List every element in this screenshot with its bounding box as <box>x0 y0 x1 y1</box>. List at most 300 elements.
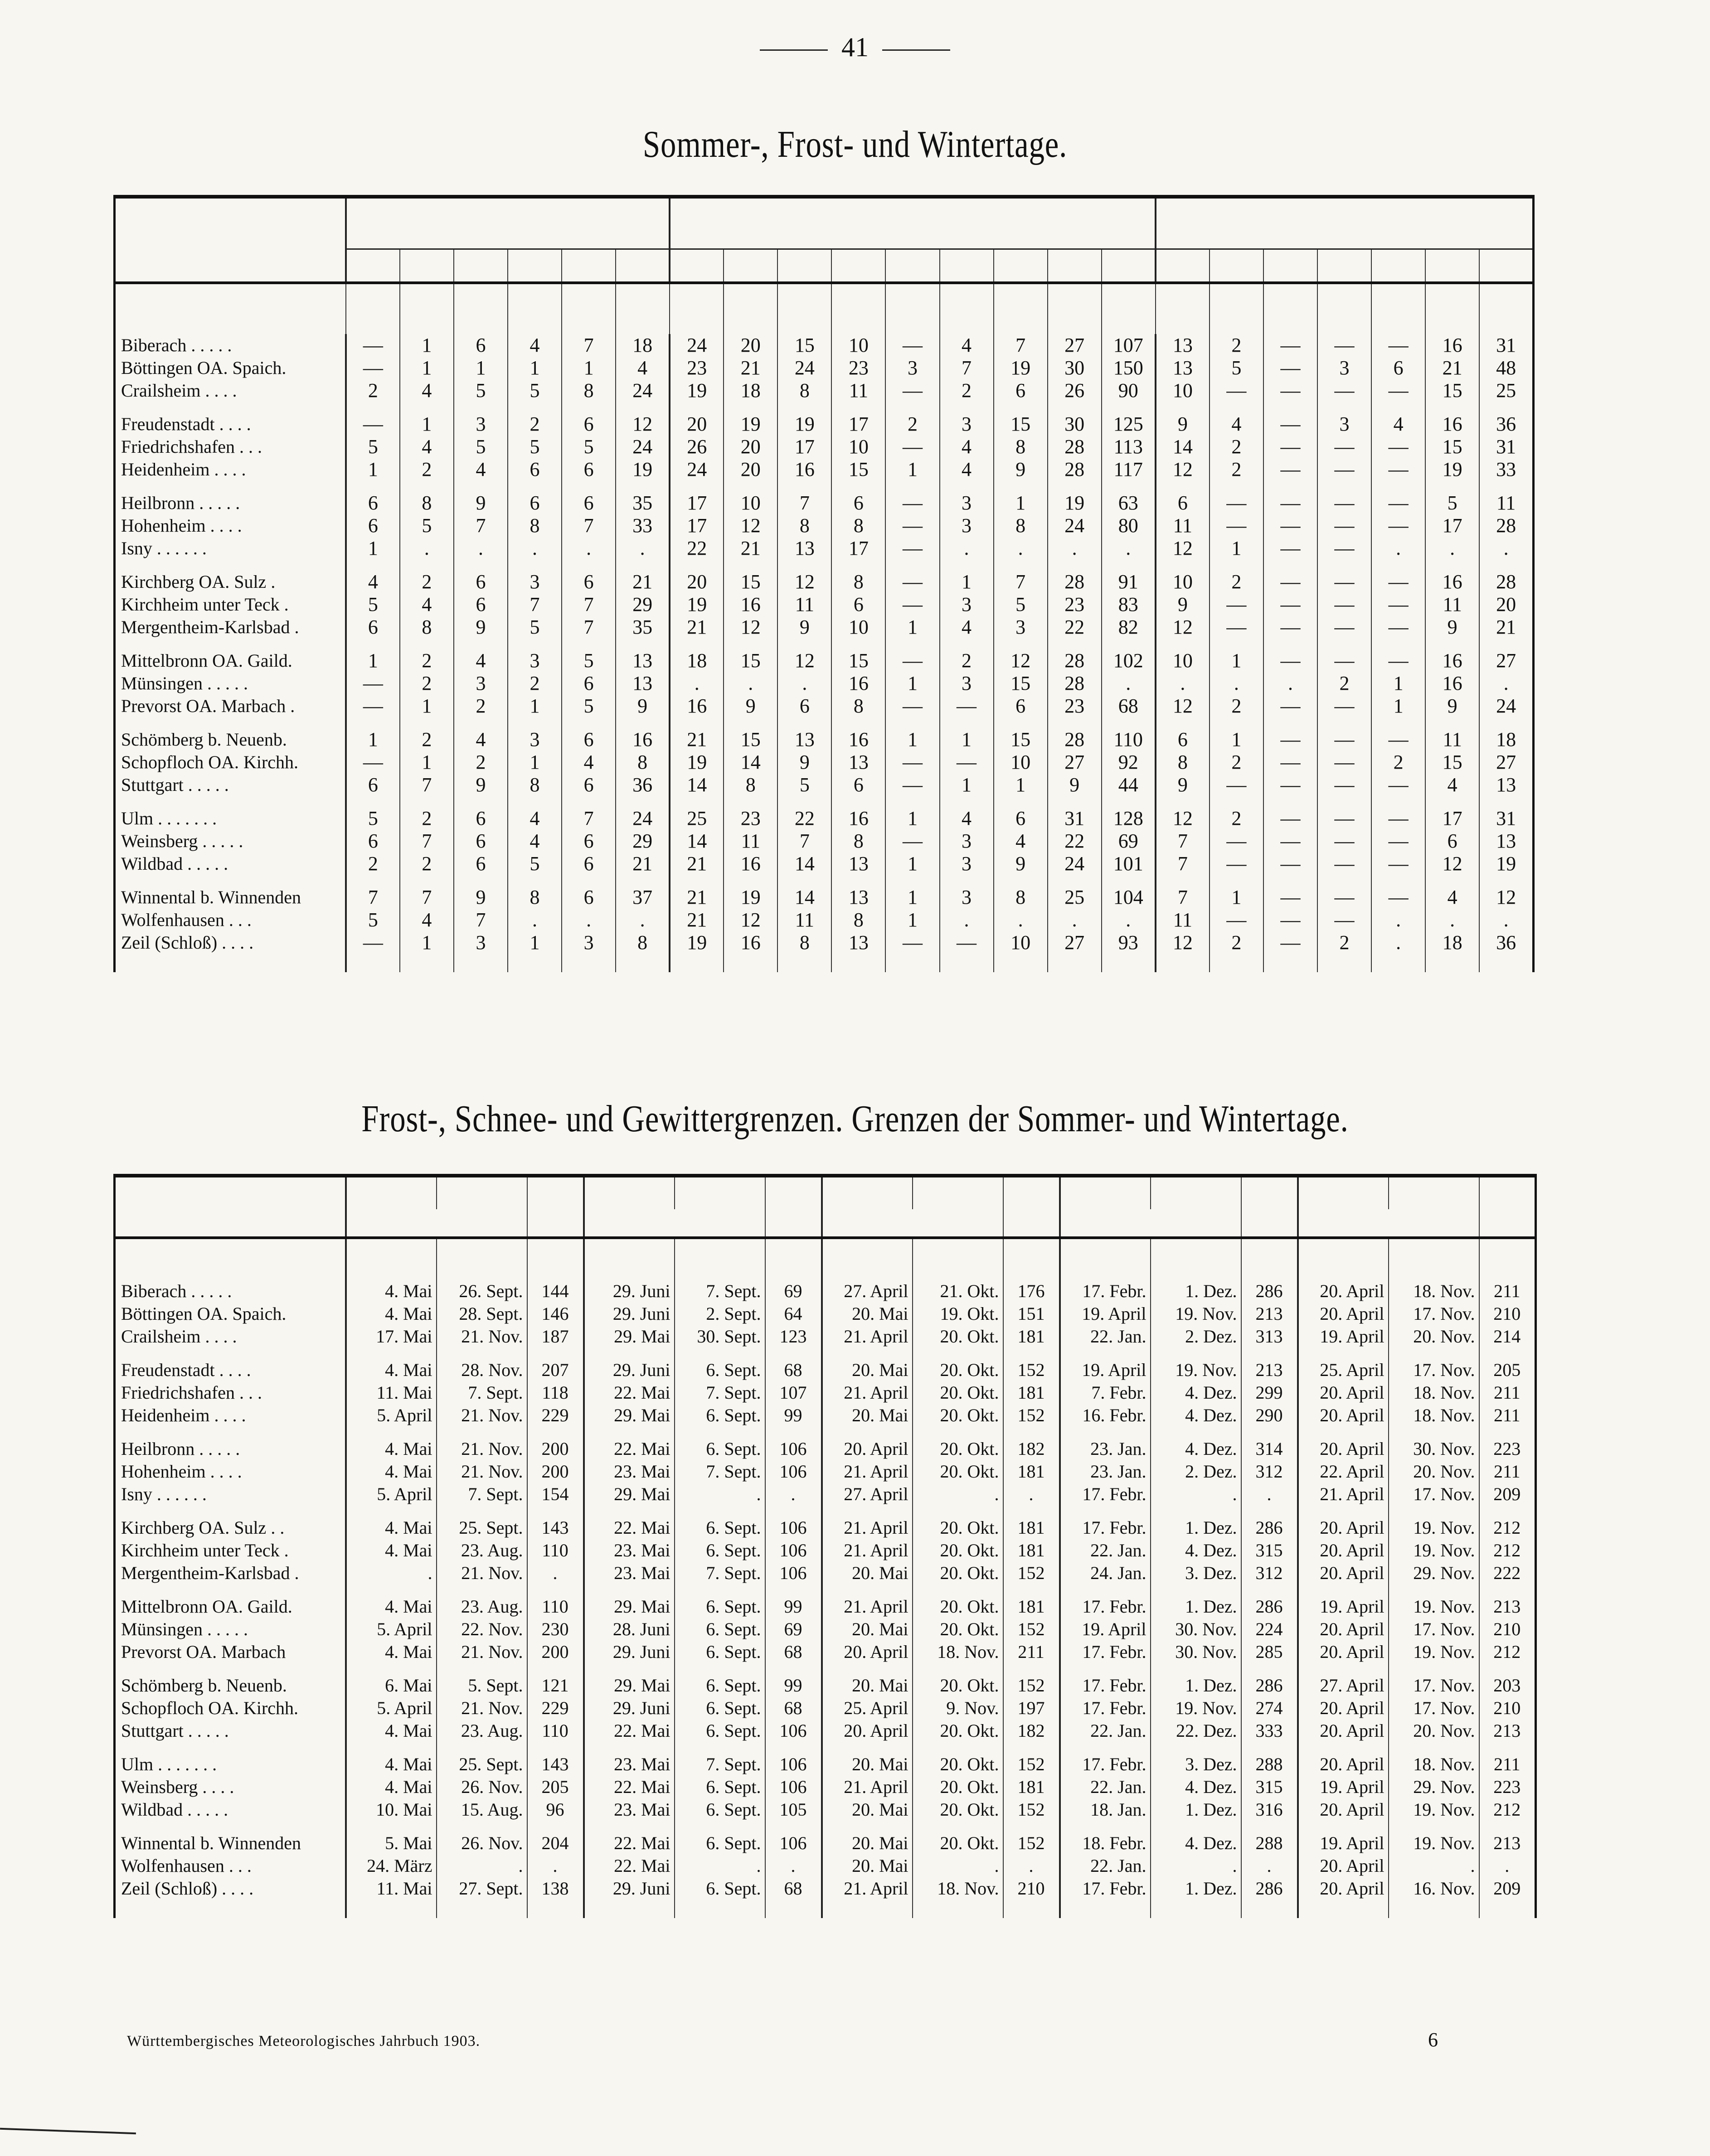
value-cell: 11 <box>1156 909 1210 931</box>
value-cell: 8 <box>831 830 885 853</box>
value-cell: — <box>1371 728 1425 751</box>
station-name: Prevorst OA. Marbach . <box>115 695 346 717</box>
value-cell: 205 <box>527 1776 584 1798</box>
value-cell: 19. Nov. <box>1151 1697 1241 1720</box>
station-name: Heidenheim . . . . <box>115 1404 346 1427</box>
value-cell: 17 <box>777 436 831 458</box>
value-cell: 229 <box>527 1404 584 1427</box>
value-cell: 5. April <box>346 1618 437 1641</box>
value-cell: 143 <box>527 1753 584 1776</box>
value-cell: 286 <box>1241 1877 1298 1900</box>
value-cell: 17. Nov. <box>1389 1697 1479 1720</box>
page-number: 41 <box>0 32 1710 63</box>
value-cell: 24 <box>1048 514 1102 537</box>
value-cell: 20. April <box>822 1720 913 1742</box>
value-cell: 7 <box>562 593 616 616</box>
value-cell: 22. Jan. <box>1060 1539 1151 1562</box>
group-subheader <box>675 1176 765 1209</box>
value-cell: 1 <box>1371 695 1425 717</box>
value-cell: 213 <box>1241 1303 1298 1325</box>
value-cell: 24 <box>1479 695 1533 717</box>
value-cell: 20. Okt. <box>913 1753 1003 1776</box>
value-cell: 15 <box>724 728 777 751</box>
station-name: Ulm . . . . . . . <box>115 1753 346 1776</box>
value-cell: 1 <box>885 616 939 639</box>
value-cell: 181 <box>1003 1516 1060 1539</box>
value-cell: 19 <box>724 413 777 436</box>
value-cell: 21. April <box>1298 1483 1389 1506</box>
value-cell: — <box>885 537 939 560</box>
value-cell: 6. Sept. <box>675 1404 765 1427</box>
value-cell: 9 <box>1425 616 1479 639</box>
value-cell: 17. Nov. <box>1389 1483 1479 1506</box>
station-name: Heidenheim . . . . <box>115 458 346 481</box>
value-cell: 20. Mai <box>822 1562 913 1584</box>
value-cell: 211 <box>1479 1404 1536 1427</box>
value-cell: 6. Sept. <box>675 1720 765 1742</box>
value-cell: 3 <box>940 853 994 875</box>
value-cell: 23. Mai <box>584 1460 675 1483</box>
value-cell: 8 <box>508 886 562 909</box>
value-cell: 23. Mai <box>584 1753 675 1776</box>
value-cell: 211 <box>1479 1460 1536 1483</box>
value-cell: 12 <box>777 649 831 672</box>
value-cell: 7 <box>562 514 616 537</box>
table-row <box>115 514 1534 537</box>
value-cell: 6 <box>346 830 400 853</box>
table-row <box>115 1325 1536 1348</box>
value-cell: 15 <box>1425 751 1479 774</box>
value-cell: 11 <box>777 593 831 616</box>
value-cell: 106 <box>765 1460 822 1483</box>
value-cell: 25 <box>1048 886 1102 909</box>
value-cell: . <box>777 672 831 695</box>
value-cell: 11 <box>1425 593 1479 616</box>
value-cell: 6 <box>346 492 400 514</box>
value-cell: 151 <box>1003 1303 1060 1325</box>
value-cell: 1 <box>508 751 562 774</box>
value-cell: 18. Jan. <box>1060 1798 1151 1821</box>
value-cell: 20. April <box>1298 1438 1389 1460</box>
value-cell: 8 <box>616 931 670 954</box>
value-cell: 8 <box>831 571 885 593</box>
value-cell: 22. Mai <box>584 1832 675 1855</box>
value-cell: 9 <box>1156 593 1210 616</box>
value-cell: 21. April <box>822 1539 913 1562</box>
station-name: Crailsheim . . . . <box>115 1325 346 1348</box>
value-cell: 19. Nov. <box>1389 1798 1479 1821</box>
value-cell: 20. April <box>1298 1753 1389 1776</box>
value-cell: 6 <box>831 774 885 796</box>
value-cell: 29. Nov. <box>1389 1776 1479 1798</box>
value-cell: 1 <box>346 458 400 481</box>
value-cell: 106 <box>765 1753 822 1776</box>
value-cell: 211 <box>1479 1753 1536 1776</box>
value-cell: . <box>1102 537 1156 560</box>
value-cell: 1 <box>400 413 454 436</box>
value-cell: 13 <box>1479 830 1533 853</box>
value-cell: 27 <box>1048 931 1102 954</box>
station-name: Schopfloch OA. Kirchh. <box>115 751 346 774</box>
value-cell: 2 <box>940 379 994 402</box>
value-cell: — <box>1371 334 1425 357</box>
value-cell: 333 <box>1241 1720 1298 1742</box>
value-cell: 2 <box>400 807 454 830</box>
value-cell: 15 <box>1425 436 1479 458</box>
value-cell: — <box>1210 379 1263 402</box>
value-cell: — <box>1210 492 1263 514</box>
value-cell: 213 <box>1479 1720 1536 1742</box>
value-cell: 312 <box>1241 1460 1298 1483</box>
value-cell: 152 <box>1003 1618 1060 1641</box>
value-cell: 20. April <box>1298 1855 1389 1877</box>
station-name: Friedrichshafen . . . <box>115 1381 346 1404</box>
value-cell: 6 <box>1156 728 1210 751</box>
value-cell: 18 <box>616 334 670 357</box>
value-cell: 6. Sept. <box>675 1832 765 1855</box>
month-header <box>346 249 400 283</box>
value-cell: 22. Mai <box>584 1381 675 1404</box>
value-cell: 44 <box>1102 774 1156 796</box>
value-cell: 10 <box>1156 379 1210 402</box>
value-cell: 3 <box>940 830 994 853</box>
value-cell: 13 <box>616 649 670 672</box>
value-cell: 16 <box>1425 672 1479 695</box>
value-cell: 11. Mai <box>346 1381 437 1404</box>
value-cell: — <box>1317 853 1371 875</box>
value-cell: 83 <box>1102 593 1156 616</box>
value-cell: 26. Nov. <box>437 1832 527 1855</box>
value-cell: 24 <box>1048 853 1102 875</box>
value-cell: 4. Dez. <box>1151 1381 1241 1404</box>
value-cell: 1 <box>885 807 939 830</box>
value-cell: 17. Mai <box>346 1325 437 1348</box>
value-cell: 33 <box>616 514 670 537</box>
value-cell: — <box>885 379 939 402</box>
value-cell: 21. April <box>822 1516 913 1539</box>
value-cell: . <box>1389 1855 1479 1877</box>
value-cell: 19 <box>994 357 1048 379</box>
value-cell: — <box>1371 379 1425 402</box>
value-cell: 7 <box>1156 853 1210 875</box>
month-header <box>831 249 885 283</box>
value-cell: 19. Nov. <box>1389 1539 1479 1562</box>
value-cell: . <box>1048 909 1102 931</box>
value-cell: 29. Mai <box>584 1674 675 1697</box>
value-cell: . <box>1479 672 1533 695</box>
value-cell: 1 <box>994 774 1048 796</box>
value-cell: 21. Nov. <box>437 1562 527 1584</box>
value-cell: 13 <box>1479 774 1533 796</box>
value-cell: 4. Dez. <box>1151 1438 1241 1460</box>
value-cell: 20. April <box>1298 1280 1389 1303</box>
value-cell: — <box>940 931 994 954</box>
value-cell: 19. April <box>1060 1359 1151 1381</box>
value-cell: 13 <box>1156 334 1210 357</box>
value-cell: 152 <box>1003 1404 1060 1427</box>
value-cell: 17. Febr. <box>1060 1641 1151 1663</box>
value-cell: 3 <box>1317 413 1371 436</box>
value-cell: 96 <box>527 1798 584 1821</box>
value-cell: 106 <box>765 1776 822 1798</box>
value-cell: — <box>1263 931 1317 954</box>
value-cell: 6 <box>562 413 616 436</box>
value-cell: — <box>1263 537 1317 560</box>
value-cell: 21. April <box>822 1381 913 1404</box>
value-cell: 1 <box>400 931 454 954</box>
value-cell: 10 <box>1156 571 1210 593</box>
value-cell: 2. Dez. <box>1151 1325 1241 1348</box>
value-cell: . <box>508 537 562 560</box>
value-cell: 105 <box>765 1798 822 1821</box>
value-cell: 21 <box>1479 616 1533 639</box>
station-name: Böttingen OA. Spaich. <box>115 1303 346 1325</box>
value-cell: — <box>1371 830 1425 853</box>
value-cell: 4 <box>616 357 670 379</box>
value-cell: . <box>1425 537 1479 560</box>
frost-snow-thunder-limits-table <box>113 1174 1537 1918</box>
table-row <box>115 1832 1536 1855</box>
value-cell: . <box>724 672 777 695</box>
value-cell: 2 <box>940 649 994 672</box>
table-row <box>115 886 1534 909</box>
value-cell: 2 <box>1317 672 1371 695</box>
value-cell: 16 <box>724 593 777 616</box>
frost-summer-winter-days-table <box>113 195 1535 972</box>
value-cell: 204 <box>527 1832 584 1855</box>
value-cell: 315 <box>1241 1776 1298 1798</box>
value-cell: 2 <box>400 649 454 672</box>
value-cell: 5 <box>994 593 1048 616</box>
month-header <box>1479 249 1533 283</box>
value-cell: 6 <box>994 695 1048 717</box>
value-cell: — <box>1263 830 1317 853</box>
table-row <box>115 1720 1536 1742</box>
value-cell: 8 <box>831 514 885 537</box>
value-cell: 8 <box>508 774 562 796</box>
value-cell: 20. Okt. <box>913 1381 1003 1404</box>
value-cell: 20. Mai <box>822 1303 913 1325</box>
value-cell: 4 <box>400 909 454 931</box>
value-cell: — <box>1317 514 1371 537</box>
value-cell: 110 <box>527 1595 584 1618</box>
station-name: Friedrichshafen . . . <box>115 436 346 458</box>
value-cell: 118 <box>527 1381 584 1404</box>
value-cell: 1 <box>400 334 454 357</box>
value-cell: 2 <box>454 751 508 774</box>
value-cell: 138 <box>527 1877 584 1900</box>
value-cell: 6 <box>562 830 616 853</box>
value-cell: — <box>1210 830 1263 853</box>
value-cell: 4. Mai <box>346 1303 437 1325</box>
value-cell: . <box>765 1855 822 1877</box>
value-cell: 25. April <box>1298 1359 1389 1381</box>
value-cell: 211 <box>1479 1280 1536 1303</box>
value-cell: 23 <box>831 357 885 379</box>
month-header <box>777 249 831 283</box>
value-cell: 20. Okt. <box>913 1516 1003 1539</box>
value-cell: 7. Febr. <box>1060 1381 1151 1404</box>
value-cell: 16 <box>777 458 831 481</box>
value-cell: 22. Mai <box>584 1516 675 1539</box>
value-cell: 20. April <box>1298 1562 1389 1584</box>
table-row <box>115 1618 1536 1641</box>
value-cell: 20. April <box>1298 1618 1389 1641</box>
value-cell: 8 <box>562 379 616 402</box>
group-subheader <box>437 1176 527 1209</box>
value-cell: 211 <box>1003 1641 1060 1663</box>
value-cell: 30. Sept. <box>675 1325 765 1348</box>
value-cell: 20. Mai <box>822 1404 913 1427</box>
value-cell: 4. Mai <box>346 1539 437 1562</box>
value-cell: 11 <box>1479 492 1533 514</box>
value-cell: 27. April <box>822 1483 913 1506</box>
value-cell: 7 <box>562 616 616 639</box>
value-cell: 106 <box>765 1832 822 1855</box>
value-cell: 20. Okt. <box>913 1404 1003 1427</box>
table-row <box>115 728 1534 751</box>
value-cell: . <box>508 909 562 931</box>
value-cell: 27 <box>1479 649 1533 672</box>
value-cell: 4. Mai <box>346 1720 437 1742</box>
value-cell: — <box>1317 886 1371 909</box>
value-cell: 286 <box>1241 1516 1298 1539</box>
value-cell: — <box>1263 853 1317 875</box>
value-cell: — <box>1317 571 1371 593</box>
value-cell: 28 <box>1048 728 1102 751</box>
value-cell: 6 <box>994 807 1048 830</box>
value-cell: 31 <box>1479 436 1533 458</box>
value-cell: . <box>454 537 508 560</box>
value-cell: — <box>1371 571 1425 593</box>
group-header <box>670 197 1156 249</box>
value-cell: 4 <box>454 649 508 672</box>
value-cell: 26. Nov. <box>437 1776 527 1798</box>
value-cell: 3 <box>454 931 508 954</box>
value-cell: 14 <box>670 830 724 853</box>
value-cell: 9. Nov. <box>913 1697 1003 1720</box>
value-cell: . <box>1102 672 1156 695</box>
value-cell: 6. Sept. <box>675 1595 765 1618</box>
value-cell: 4 <box>400 593 454 616</box>
value-cell: 6 <box>454 807 508 830</box>
value-cell: — <box>940 751 994 774</box>
value-cell: 1 <box>885 458 939 481</box>
value-cell: 27 <box>1479 751 1533 774</box>
value-cell: 24. März <box>346 1855 437 1877</box>
value-cell: 9 <box>994 458 1048 481</box>
value-cell: 2 <box>1210 751 1263 774</box>
value-cell: . <box>562 909 616 931</box>
value-cell: 4 <box>508 830 562 853</box>
table-row <box>115 537 1534 560</box>
value-cell: 9 <box>1156 413 1210 436</box>
station-name: Freudenstadt . . . . <box>115 1359 346 1381</box>
value-cell: 4. Mai <box>346 1641 437 1663</box>
value-cell: 12 <box>724 616 777 639</box>
value-cell: 10. Mai <box>346 1798 437 1821</box>
table-row <box>115 931 1534 954</box>
value-cell: 2 <box>400 571 454 593</box>
value-cell: 21. Okt. <box>913 1280 1003 1303</box>
value-cell: 21 <box>616 853 670 875</box>
value-cell: 20. Okt. <box>913 1539 1003 1562</box>
value-cell: 37 <box>616 886 670 909</box>
value-cell: 20. Mai <box>822 1618 913 1641</box>
value-cell: 36 <box>616 774 670 796</box>
station-name: Mittelbronn OA. Gaild. <box>115 1595 346 1618</box>
value-cell: 299 <box>1241 1381 1298 1404</box>
value-cell: 22 <box>670 537 724 560</box>
value-cell: 7 <box>940 357 994 379</box>
group-subheader <box>1389 1176 1479 1209</box>
value-cell: 16 <box>616 728 670 751</box>
station-name: Münsingen . . . . . <box>115 1618 346 1641</box>
value-cell: 26 <box>1048 379 1102 402</box>
value-cell: 1. Dez. <box>1151 1280 1241 1303</box>
value-cell: 6 <box>777 695 831 717</box>
value-cell: . <box>1003 1855 1060 1877</box>
value-cell: 15 <box>724 571 777 593</box>
value-cell: 20. Okt. <box>913 1832 1003 1855</box>
value-cell: 315 <box>1241 1539 1298 1562</box>
value-cell: — <box>885 492 939 514</box>
value-cell: 1 <box>1210 649 1263 672</box>
value-cell: 8 <box>724 774 777 796</box>
table-row <box>115 357 1534 379</box>
value-cell: 21. Nov. <box>437 1641 527 1663</box>
value-cell: 1 <box>885 672 939 695</box>
table-row <box>115 672 1534 695</box>
value-cell: 4 <box>940 807 994 830</box>
month-header <box>670 249 724 283</box>
value-cell: 11 <box>1425 728 1479 751</box>
value-cell: . <box>913 1483 1003 1506</box>
value-cell: 5 <box>562 649 616 672</box>
value-cell: 154 <box>527 1483 584 1506</box>
value-cell: 4 <box>454 728 508 751</box>
value-cell: 7. Sept. <box>437 1381 527 1404</box>
station-name: Böttingen OA. Spaich. <box>115 357 346 379</box>
value-cell: 8 <box>831 695 885 717</box>
value-cell: 213 <box>1479 1832 1536 1855</box>
value-cell: 11. Mai <box>346 1877 437 1900</box>
value-cell: 6. Sept. <box>675 1438 765 1460</box>
value-cell: 68 <box>1102 695 1156 717</box>
value-cell: 6 <box>1156 492 1210 514</box>
value-cell: 205 <box>1479 1359 1536 1381</box>
value-cell: — <box>1317 458 1371 481</box>
value-cell: 29. Juni <box>584 1359 675 1381</box>
value-cell: 5 <box>508 616 562 639</box>
value-cell: . <box>1371 909 1425 931</box>
group-header <box>346 1209 527 1238</box>
value-cell: 36 <box>1479 931 1533 954</box>
value-cell: — <box>346 672 400 695</box>
value-cell: 10 <box>831 334 885 357</box>
station-name: Stuttgart . . . . . <box>115 1720 346 1742</box>
value-cell: 5 <box>562 695 616 717</box>
value-cell: 5 <box>346 436 400 458</box>
value-cell: 6 <box>454 334 508 357</box>
value-cell: 6. Sept. <box>675 1641 765 1663</box>
table-row <box>115 774 1534 796</box>
value-cell: 21. April <box>822 1460 913 1483</box>
value-cell: 10 <box>1156 649 1210 672</box>
value-cell: 1 <box>400 357 454 379</box>
value-cell: . <box>1048 537 1102 560</box>
value-cell: 24 <box>616 807 670 830</box>
